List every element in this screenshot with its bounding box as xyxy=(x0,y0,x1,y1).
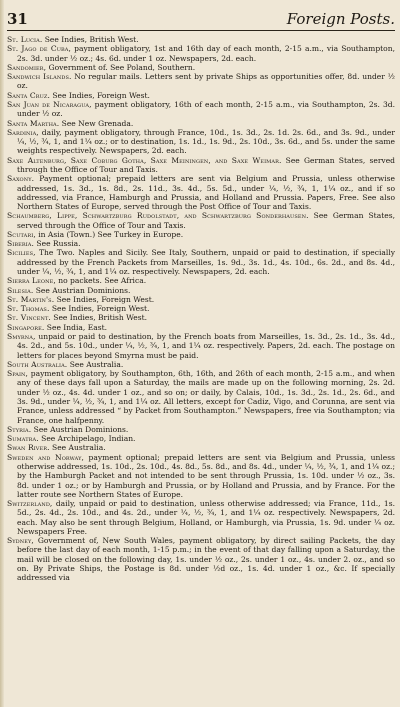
entry-text: payment obligatory, by Southampton, 6th, 16th, and 26th of each month, 2-15 a.m., and when any of these days fall upon a Saturday, the mails are made up on the following morning, 2s. 2d. under ½ oz., 4s. 4d. under 1 oz., and so on; or daily, by Calais, 10d., 1s. 3d., 2s. 1d., 2s. 6d., and 3s. 9d., under ¼, ½, ¾, 1, and 1¼ oz. All letters, except for Cadiz, Vigo, and Corunna, are sent via France, unless addressed “ by Packet from Southampton.” Newspapers, free via Southampton; via France, one halfpenny. xyxy=(17,369,395,425)
entry-head: Santa Cruz. xyxy=(7,90,50,100)
entry xyxy=(7,44,395,63)
entry-text: no packets. See Africa. xyxy=(55,276,147,286)
entry-head: Schaumberg, Lippe, Schwartzburg Rudolstadt, and Schwartzburg Sonderhausen. xyxy=(7,211,309,221)
entry-head: Santa Martha. xyxy=(7,118,60,128)
entry xyxy=(7,323,395,332)
entry-head: St. Jago de Cuba, xyxy=(7,44,72,54)
entry-text: Government of. See Poland, Southern. xyxy=(46,62,196,72)
entry xyxy=(7,443,395,452)
entry xyxy=(7,128,395,156)
entry-text: payment optional; prepaid letters are sent via Belgium and Prussia, unless otherwise addressed, 1s. 10d., 2s. 10d., 4s. 8d., 5s. 8d., and 8s. 4d., under ¼, ½, ¾, 1, and 1¼ oz.; by the Hamburgh Packet and not intended to be sent through Prussia, 1s. 10d. under ½ oz., 3s. 8d. under 1 oz.; or by Hamburgh and Prussia, or by Holland and Prussia, and by France. For the latter route see Northern States of Europe. xyxy=(17,452,395,499)
entry-text: See Indies, Foreign West. xyxy=(49,304,150,314)
entry-head: Silesia. xyxy=(7,285,34,295)
entry xyxy=(7,304,395,313)
entry-text: Payment optional; prepaid letters are sent via Belgium and Prussia, unless otherwise addressed, 1s. 3d., 1s. 8d., 2s. 11d., 3s. 4d., 5s. 5d., under ¼, ½, ¾, 1, 1¼ oz., and if so addressed, via France, Hamburgh and Prussia, and Holland and Prussia. Papers, Free. See also Northern States of Europe, served through the Post Office of Tour and Taxis. xyxy=(17,174,395,212)
entry-text: See Australia. xyxy=(49,443,106,453)
entry-head: St. Thomas. xyxy=(7,304,50,314)
entry-text: See India, East. xyxy=(44,322,108,332)
entry-head: Siberia. xyxy=(7,239,35,249)
entry-head: Singapore. xyxy=(7,322,45,332)
entry xyxy=(7,332,395,360)
entry-head: San Juan de Nicaragua, xyxy=(7,99,92,109)
entry xyxy=(7,434,395,443)
entry xyxy=(7,35,395,44)
entry xyxy=(7,119,395,128)
entry xyxy=(7,536,395,582)
running-title: Foreign Posts. xyxy=(286,10,395,28)
entry xyxy=(7,286,395,295)
entry-text: See Indies, Foreign West. xyxy=(54,294,155,304)
entry xyxy=(7,276,395,285)
entry-head: Saxe Altenburg, Saxe Coburg Gotha, Saxe Meiningen, and Saxe Weimar. xyxy=(7,155,282,165)
entry-text: See Austrian Dominions. xyxy=(31,424,129,434)
page-header xyxy=(7,6,395,28)
entry-head: Spain, xyxy=(7,369,29,379)
entry xyxy=(7,91,395,100)
entry-text: See German States, served through the Office of Tour and Taxis. xyxy=(17,211,395,230)
page-number: 31 xyxy=(7,10,28,28)
entry-head: Sierra Leone, xyxy=(7,276,56,286)
entry xyxy=(7,313,395,322)
entry-head: St. Lucia. xyxy=(7,35,43,44)
entry xyxy=(7,499,395,536)
entry-head: Switzerland, xyxy=(7,499,53,509)
entry-text: See German States, served through the Office of Tour and Taxis. xyxy=(17,155,395,174)
entry-text: in Asia (Town.) See Turkey in Europe. xyxy=(35,229,184,239)
entry xyxy=(7,156,395,175)
entry xyxy=(7,453,395,499)
entry-text: daily, unpaid or paid to destination, unless otherwise addressed; via France, 11d., 1s. 5d., 2s. 4d., 2s. 10d., and 4s. 2d., under ¼, ½, ¾, 1, and 1¼ oz. respectively. Newspapers, 2d. each. May also be sent through Belgium, Holland, or Hamburgh, via Prussia, 1s. 9d. under ¼ oz. Newspapers Free. xyxy=(17,499,395,536)
entry-head: Sicilies, xyxy=(7,248,36,258)
entry-head: Sandomier, xyxy=(7,62,47,72)
entry-text: unpaid or paid to destination, by the French boats from Marseilles, 1s. 3d., 2s. 1d., 3s. 4d., 4s. 2d., and 5s. 10d., under ¼, ½, ¾, 1, and 1¼ oz. respectively. Papers, 2d. each. The postage on letters for places beyond Smyrna must be paid. xyxy=(17,332,395,360)
entry-head: Smyrna, xyxy=(7,332,36,341)
entry-head: Sumatra. xyxy=(7,434,39,444)
entry xyxy=(7,369,395,425)
entry-text: See Indies, British West. xyxy=(42,35,139,44)
entry-text: See Archipelago, Indian. xyxy=(38,434,136,444)
entry-text: See New Grenada. xyxy=(59,118,134,128)
entry-head: Sardinia, xyxy=(7,127,39,137)
entry-text: See Indies, Foreign West. xyxy=(49,90,150,100)
entry xyxy=(7,230,395,239)
entry xyxy=(7,248,395,276)
entry xyxy=(7,295,395,304)
entry-head: Saxony. xyxy=(7,174,35,184)
entry-head: Sandwich Islands. xyxy=(7,72,72,82)
entry xyxy=(7,425,395,434)
entry-text: daily, payment obligatory, through France, 10d., 1s. 3d., 2s. 1d. 2s. 6d., and 3s. 9d., under ¼, ½, ¾, 1, and 1¼ oz.; or to destination, 1s. 1d., 1s. 9d., 2s. 10d., 3s. 6d., and 5s. under the same weights respectively. Newspapers, 2d. each. xyxy=(17,127,395,156)
entry-head: Scutari, xyxy=(7,229,36,239)
entry xyxy=(7,100,395,119)
entry-text: Government of, New South Wales, payment obligatory, by direct sailing Packets, the day before the last day of each month, 1-15 p.m.; in the event of that day falling upon a Saturday, the mail will be closed on the following day, 1s. under ½ oz., 2s. under 1 oz., 4s. under 2. oz., and so on. By Private Ships, the Postage is 8d. under ½d oz., 1s. 4d. under 1 oz., &c. If specially addressed via xyxy=(17,536,395,583)
entry-text: See Austrian Dominions. xyxy=(33,285,131,295)
entry xyxy=(7,63,395,72)
header-rule xyxy=(7,30,395,31)
entry-head: Swan River. xyxy=(7,443,50,453)
entry-head: Sweden and Norway, xyxy=(7,452,85,462)
entry-head: South Australia. xyxy=(7,359,68,369)
entry xyxy=(7,211,395,230)
entry-head: St. Vincent. xyxy=(7,313,51,323)
entry xyxy=(7,360,395,369)
entry-text: See Australia. xyxy=(67,359,124,369)
entry-text: See Indies, British West. xyxy=(50,313,148,323)
gazetteer-entries xyxy=(7,35,395,583)
entry-head: Sydney, xyxy=(7,536,34,546)
entry-text: See Russia. xyxy=(34,239,81,249)
entry xyxy=(7,239,395,248)
entry-text: payment obligatory, 1st and 16th day of each month, 2-15 a.m., via Southampton, 2s. 3d. under ½ oz.; 4s. 6d. under 1 oz. Newspapers, 2d. each. xyxy=(17,44,395,63)
entry xyxy=(7,174,395,211)
entry-head: Styria. xyxy=(7,424,32,434)
entry-text: payment obligatory, 16th of each month, 2-15 a.m., via Southampton, 2s. 3d. under ½ oz. xyxy=(17,99,395,119)
entry-text: The Two. Naples and Sicily. See Italy, Southern, unpaid or paid to destination, if specially addressed by the French Packets from Marseilles, 1s. 9d., 3s. 1d., 4s. 10d., 6s. 2d., and 8s. 4d., under ¼, ½, ¾, 1, and 1¼ oz. respectively. Newspapers, 2d. each. xyxy=(17,248,395,277)
entry xyxy=(7,72,395,91)
entry-head: St. Martin's. xyxy=(7,294,55,304)
entry-text: No regular mails. Letters sent by private Ships as opportunities offer, 8d. under ½ oz. xyxy=(17,72,395,91)
